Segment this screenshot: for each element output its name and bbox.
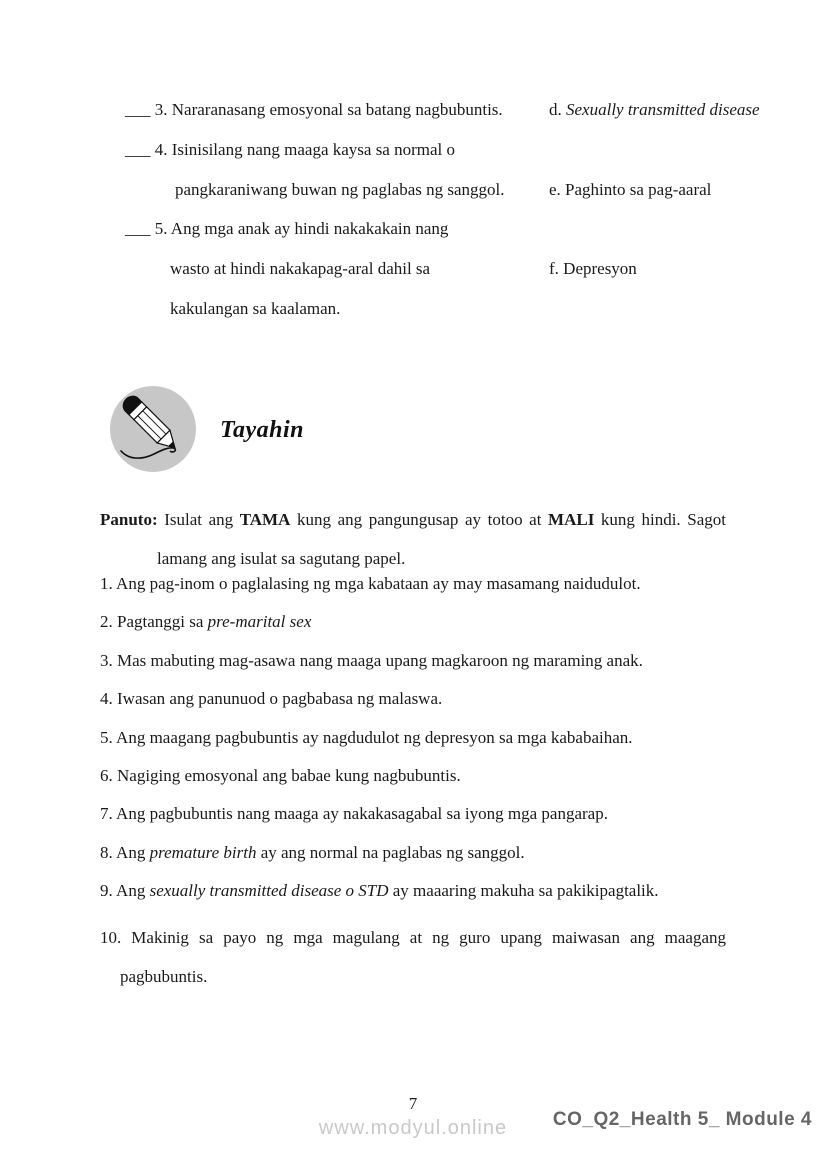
quiz-list [100, 565, 726, 996]
text-segment: kung hindi. Sagot [594, 510, 726, 529]
text-segment: 6. Nagiging emosyonal ang babae kung nagbubuntis. [100, 765, 461, 785]
quiz-item-2 [100, 603, 726, 641]
text-segment: 4. Iwasan ang panunuod o pagbabasa ng malaswa. [100, 689, 443, 709]
text-segment: 7. Ang pagbubuntis nang maaga ay nakakasagabal sa iyong mga pangarap. [100, 804, 608, 824]
text-segment: 9. Ang [100, 881, 150, 901]
matching-option-d [549, 90, 760, 130]
quiz-item-10-line-1 [100, 918, 726, 957]
matching-row [125, 170, 796, 210]
matching-option-e [549, 170, 711, 210]
matching-row [125, 249, 796, 289]
quiz-item-7 [100, 795, 726, 833]
text-segment: ay ang normal na paglabas ng sanggol. [256, 842, 525, 862]
text-segment: wasto at hindi nakakapag-aral dahil sa [170, 259, 431, 279]
matching-item-4-continued [125, 180, 505, 199]
quiz-item-3 [100, 642, 726, 680]
quiz-item-1 [100, 565, 726, 603]
text-segment: MALI [548, 510, 595, 529]
module-label: CO_Q2_Health 5_ Module 4 [552, 1109, 812, 1130]
matching-row [125, 130, 796, 170]
quiz-item-6 [100, 757, 726, 795]
matching-item-4 [125, 140, 455, 159]
quiz-item-10 [100, 918, 726, 996]
text-segment: pre-marital sex [207, 612, 312, 632]
matching-section [125, 90, 796, 329]
text-segment: pangkaraniwang buwan ng paglabas ng sanggol. [175, 179, 505, 199]
matching-item-5-continued [125, 259, 430, 278]
text-segment: ___ 4. Isinisilang nang maaga kaysa sa normal o [125, 139, 456, 159]
matching-item-5-continued-2 [125, 299, 340, 318]
quiz-item-4 [100, 680, 726, 718]
matching-row [125, 90, 796, 130]
text-segment: f. Depresyon [549, 259, 637, 279]
pencil-icon [108, 384, 198, 474]
quiz-item-8 [100, 834, 726, 872]
text-segment: Sexually transmitted disease [566, 100, 760, 119]
matching-option-f [549, 249, 637, 289]
matching-item-5 [125, 219, 448, 238]
text-segment: TAMA [239, 510, 291, 529]
text-segment: d. [549, 100, 566, 119]
text-segment: ay maaaring makuha sa pakikipagtalik. [388, 881, 659, 901]
text-segment: Isulat ang [157, 510, 240, 529]
quiz-item-5 [100, 719, 726, 757]
watermark-url: www.modyul.online [318, 1117, 508, 1139]
text-segment: 2. Pagtanggi sa [100, 612, 208, 632]
matching-row [125, 289, 796, 329]
text-segment: sexually transmitted disease o STD [149, 881, 389, 901]
text-segment: lamang ang isulat sa sagutang papel. [157, 549, 406, 568]
text-segment: Panuto: [100, 510, 158, 529]
text-segment: 1. Ang pag-inom o paglalasing ng mga kabataan ay may masamang naidudulot. [100, 574, 641, 593]
text-segment: e. Paghinto sa pag-aaral [549, 179, 712, 199]
text-segment: ___ 5. Ang mga anak ay hindi nakakakain nang [125, 219, 449, 239]
text-segment: 8. Ang [100, 842, 150, 862]
text-segment: kung ang pangungusap ay totoo at [290, 510, 549, 529]
page-number: 7 [408, 1094, 418, 1113]
text-segment: kakulangan sa kaalaman. [170, 298, 341, 318]
pencil-icon-svg [108, 384, 198, 474]
instructions-line-1 [100, 500, 726, 539]
section-title: Tayahin [220, 417, 304, 443]
text-segment: 10. Makinig sa payo ng mga magulang at ng guro upang maiwasan ang maagang [100, 927, 726, 947]
text-segment: 5. Ang maagang pagbubuntis ay nagdudulot ng depresyon sa mga kababaihan. [100, 727, 633, 747]
matching-item-3 [125, 100, 503, 119]
text-segment: ___ 3. Nararanasang emosyonal sa batang nagbubuntis. [125, 100, 503, 119]
quiz-item-9 [100, 872, 726, 910]
matching-row [125, 209, 796, 249]
text-segment: 3. Mas mabuting mag-asawa nang maaga upang magkaroon ng maraming anak. [100, 650, 643, 670]
quiz-item-10-line-2 [100, 957, 726, 996]
text-segment: pagbubuntis. [120, 966, 208, 986]
text-segment: premature birth [149, 842, 257, 862]
